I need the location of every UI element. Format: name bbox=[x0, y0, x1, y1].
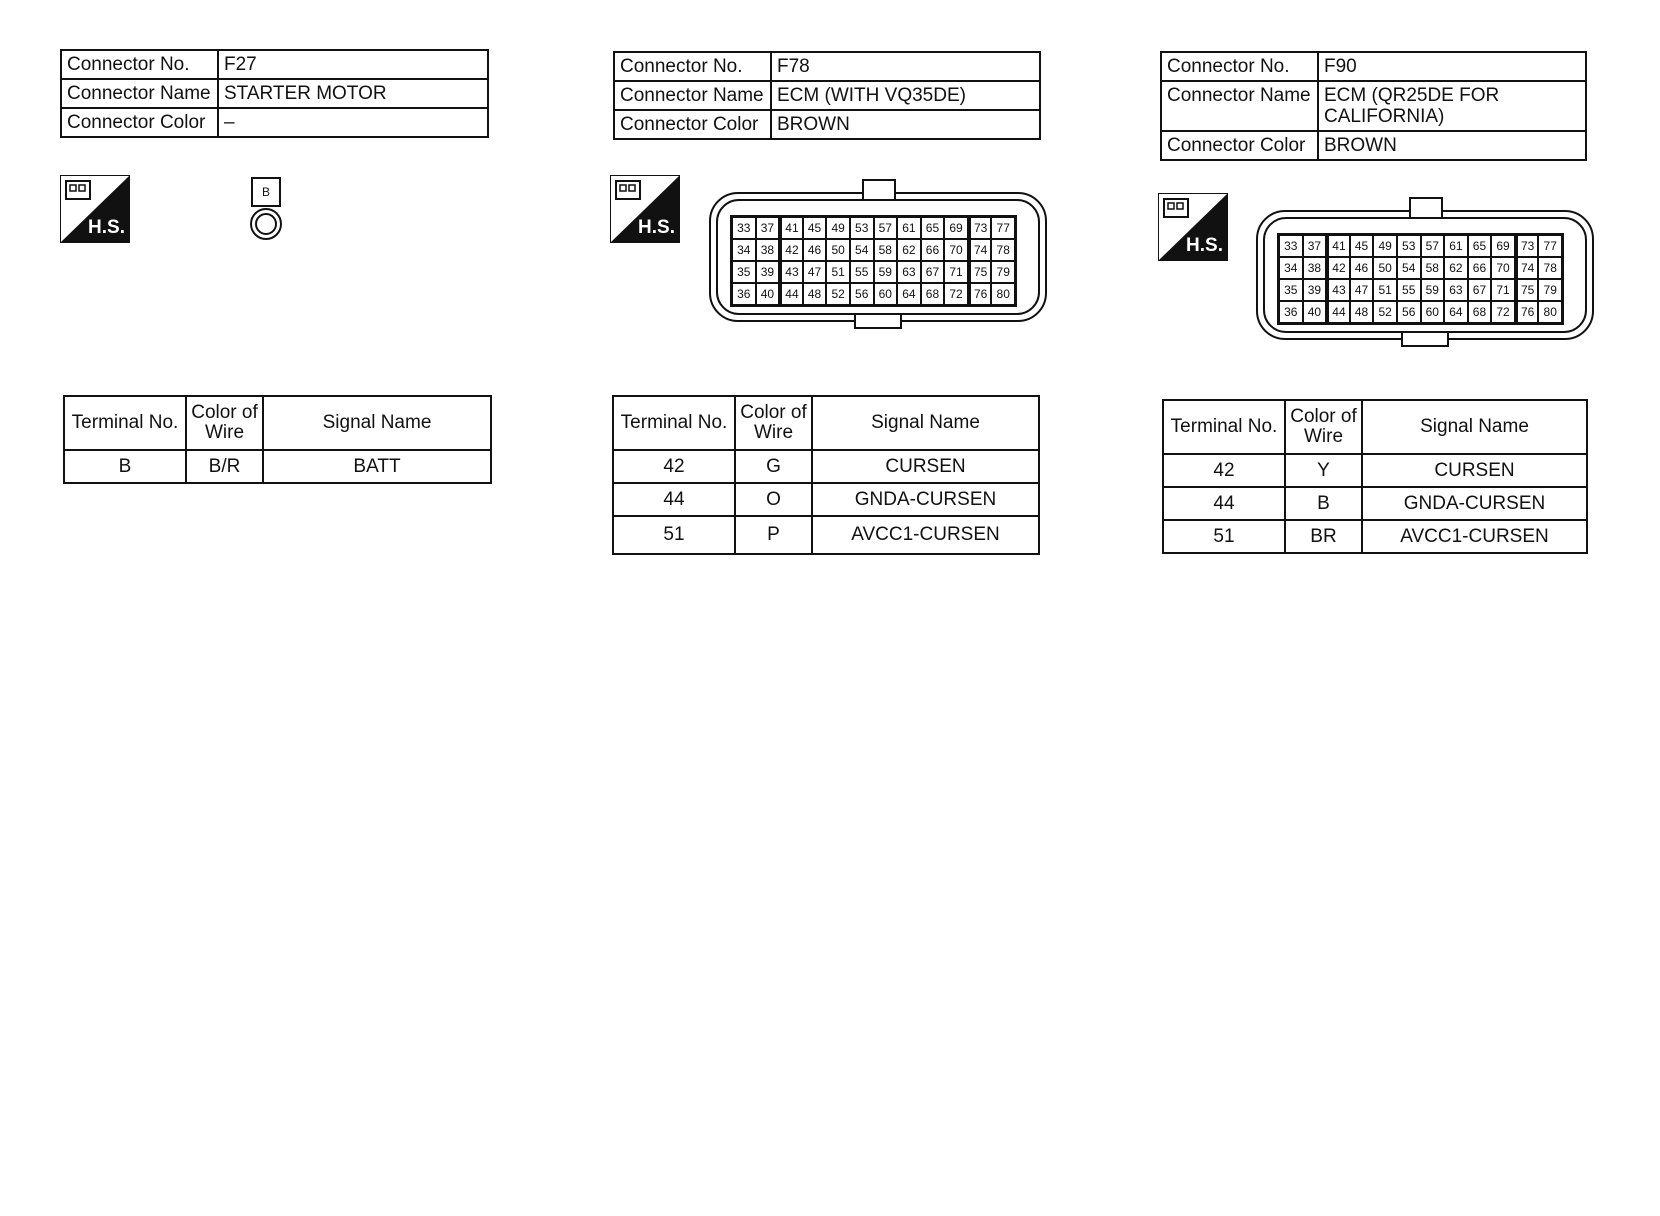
terminal-pin: 57 bbox=[874, 217, 898, 239]
terminal-pin: 61 bbox=[897, 217, 921, 239]
ecm-connector-diagram bbox=[708, 178, 1048, 335]
terminal-pin: 53 bbox=[850, 217, 874, 239]
terminal-pin: 75 bbox=[1515, 279, 1539, 301]
terminal-pin: 71 bbox=[1491, 279, 1515, 301]
terminal-pin: 80 bbox=[991, 283, 1015, 305]
terminal-cell: 42 bbox=[1163, 454, 1285, 487]
terminal-pin: 37 bbox=[756, 217, 780, 239]
hs-label: H.S. bbox=[88, 217, 125, 238]
terminal-pin: 68 bbox=[921, 283, 945, 305]
terminal-pin: 34 bbox=[732, 239, 756, 261]
terminal-pin: 44 bbox=[779, 283, 803, 305]
connector-no-value: F27 bbox=[218, 50, 488, 79]
signal-name-header: Signal Name bbox=[812, 396, 1039, 450]
terminal-pin: 50 bbox=[826, 239, 850, 261]
connector-color-value: BROWN bbox=[1318, 131, 1586, 160]
connector-no-label: Connector No. bbox=[61, 50, 218, 79]
terminal-pin: 76 bbox=[968, 283, 992, 305]
table-row bbox=[613, 483, 1039, 516]
terminal-pin: 74 bbox=[968, 239, 992, 261]
terminal-pin: 72 bbox=[944, 283, 968, 305]
connector-color-label: Connector Color bbox=[614, 110, 771, 139]
wire-color-cell: P bbox=[735, 516, 812, 554]
terminal-pin: 37 bbox=[1303, 235, 1327, 257]
terminal-pin: 67 bbox=[921, 261, 945, 283]
signal-cell: GNDA-CURSEN bbox=[1362, 487, 1587, 520]
terminal-pin: 61 bbox=[1444, 235, 1468, 257]
terminal-pin: 66 bbox=[1468, 257, 1492, 279]
harness-side-icon bbox=[610, 175, 680, 243]
terminal-pin: 42 bbox=[779, 239, 803, 261]
color-of-wire-header: Color of Wire bbox=[1285, 400, 1362, 454]
terminal-pin: 55 bbox=[1397, 279, 1421, 301]
terminal-pin: 33 bbox=[732, 217, 756, 239]
terminal-pin: 62 bbox=[897, 239, 921, 261]
terminal-pin: 55 bbox=[850, 261, 874, 283]
terminal-pin: 73 bbox=[1515, 235, 1539, 257]
connector-name-value: ECM (QR25DE FOR CALIFORNIA) bbox=[1318, 81, 1586, 131]
connector-name-value: ECM (WITH VQ35DE) bbox=[771, 81, 1040, 110]
terminal-pin: 45 bbox=[803, 217, 827, 239]
terminal-pin: 57 bbox=[1421, 235, 1445, 257]
terminal-pin: 77 bbox=[1538, 235, 1562, 257]
wire-color-cell: O bbox=[735, 483, 812, 516]
terminal-pin: 51 bbox=[826, 261, 850, 283]
terminal-pin: 63 bbox=[1444, 279, 1468, 301]
terminal-pin: 33 bbox=[1279, 235, 1303, 257]
terminal-pin: 70 bbox=[944, 239, 968, 261]
terminal-pin: 47 bbox=[803, 261, 827, 283]
terminal-pin: 56 bbox=[850, 283, 874, 305]
terminal-pin: 71 bbox=[944, 261, 968, 283]
terminal-pin: 46 bbox=[803, 239, 827, 261]
hs-label: H.S. bbox=[1186, 235, 1223, 256]
terminal-pin: 36 bbox=[732, 283, 756, 305]
terminal-pin: 76 bbox=[1515, 301, 1539, 323]
table-row bbox=[1163, 454, 1587, 487]
color-of-wire-header: Color of Wire bbox=[735, 396, 812, 450]
terminal-pin: 65 bbox=[921, 217, 945, 239]
terminal-pin: 62 bbox=[1444, 257, 1468, 279]
terminal-pin: 79 bbox=[1538, 279, 1562, 301]
signal-cell: CURSEN bbox=[812, 450, 1039, 483]
terminal-pin: 41 bbox=[779, 217, 803, 239]
terminal-no-header: Terminal No. bbox=[64, 396, 186, 450]
terminal-pin: 45 bbox=[1350, 235, 1374, 257]
color-of-wire-header: Color of Wire bbox=[186, 396, 263, 450]
terminal-pin: 59 bbox=[1421, 279, 1445, 301]
connector-name-label: Connector Name bbox=[614, 81, 771, 110]
terminal-pin-grid bbox=[730, 215, 1017, 307]
terminal-pin: 80 bbox=[1538, 301, 1562, 323]
terminal-pin: 63 bbox=[897, 261, 921, 283]
terminal-pin: 78 bbox=[991, 239, 1015, 261]
terminal-cell: 51 bbox=[1163, 520, 1285, 553]
terminal-cell: 51 bbox=[613, 516, 735, 554]
terminal-pin: 77 bbox=[991, 217, 1015, 239]
terminal-pin: 69 bbox=[1491, 235, 1515, 257]
terminal-cell: 42 bbox=[613, 450, 735, 483]
wire-color-cell: BR bbox=[1285, 520, 1362, 553]
terminal-pin: 34 bbox=[1279, 257, 1303, 279]
terminal-pin: 60 bbox=[874, 283, 898, 305]
terminal-pin: 40 bbox=[756, 283, 780, 305]
terminal-cell: 44 bbox=[1163, 487, 1285, 520]
harness-side-icon bbox=[60, 175, 130, 243]
connector-name-value: STARTER MOTOR bbox=[218, 79, 488, 108]
terminal-pin: 54 bbox=[1397, 257, 1421, 279]
wire-color-cell: B bbox=[1285, 487, 1362, 520]
terminal-pin: 49 bbox=[1373, 235, 1397, 257]
terminal-pin: 59 bbox=[874, 261, 898, 283]
table-row bbox=[613, 516, 1039, 554]
connector-color-value: – bbox=[218, 108, 488, 137]
connector-no-label: Connector No. bbox=[1161, 52, 1318, 81]
terminal-pin: 51 bbox=[1373, 279, 1397, 301]
terminal-pin: 48 bbox=[1350, 301, 1374, 323]
terminal-pin: 41 bbox=[1326, 235, 1350, 257]
terminal-pin: 47 bbox=[1350, 279, 1374, 301]
signal-cell: GNDA-CURSEN bbox=[812, 483, 1039, 516]
connector-no-value: F90 bbox=[1318, 52, 1586, 81]
terminal-pin-grid bbox=[1277, 233, 1564, 325]
wire-color-cell: B/R bbox=[186, 450, 263, 483]
terminal-pin: 68 bbox=[1468, 301, 1492, 323]
terminal-pin: 78 bbox=[1538, 257, 1562, 279]
connector-color-value: BROWN bbox=[771, 110, 1040, 139]
terminal-pin: 39 bbox=[1303, 279, 1327, 301]
connector-no-label: Connector No. bbox=[614, 52, 771, 81]
terminal-pin: 72 bbox=[1491, 301, 1515, 323]
terminal-pin: 43 bbox=[1326, 279, 1350, 301]
terminal-pin: 56 bbox=[1397, 301, 1421, 323]
terminal-no-header: Terminal No. bbox=[1163, 400, 1285, 454]
signal-cell: CURSEN bbox=[1362, 454, 1587, 487]
terminal-pin: 69 bbox=[944, 217, 968, 239]
terminal-pin: 54 bbox=[850, 239, 874, 261]
terminal-pin: 46 bbox=[1350, 257, 1374, 279]
ecm-connector-diagram bbox=[1255, 196, 1595, 353]
terminal-no-header: Terminal No. bbox=[613, 396, 735, 450]
terminal-pin: 53 bbox=[1397, 235, 1421, 257]
terminal-pin: 67 bbox=[1468, 279, 1492, 301]
signal-cell: AVCC1-CURSEN bbox=[1362, 520, 1587, 553]
connector-info-table bbox=[1160, 51, 1587, 161]
terminal-pin: 52 bbox=[1373, 301, 1397, 323]
connector-name-label: Connector Name bbox=[61, 79, 218, 108]
connector-info-table bbox=[613, 51, 1041, 140]
signal-cell: AVCC1-CURSEN bbox=[812, 516, 1039, 554]
connector-color-label: Connector Color bbox=[1161, 131, 1318, 160]
terminal-pin: 73 bbox=[968, 217, 992, 239]
terminal-table bbox=[63, 395, 492, 484]
terminal-table bbox=[612, 395, 1040, 555]
terminal-pin: 44 bbox=[1326, 301, 1350, 323]
terminal-pin: 39 bbox=[756, 261, 780, 283]
wire-color-cell: Y bbox=[1285, 454, 1362, 487]
terminal-pin: 52 bbox=[826, 283, 850, 305]
terminal-b-label-box: B bbox=[251, 177, 281, 207]
terminal-cell: B bbox=[64, 450, 186, 483]
terminal-pin: 38 bbox=[1303, 257, 1327, 279]
terminal-pin: 35 bbox=[1279, 279, 1303, 301]
terminal-pin: 40 bbox=[1303, 301, 1327, 323]
harness-side-icon bbox=[1158, 193, 1228, 261]
connector-info-table bbox=[60, 49, 489, 138]
connector-color-label: Connector Color bbox=[61, 108, 218, 137]
terminal-pin: 74 bbox=[1515, 257, 1539, 279]
table-row bbox=[64, 450, 491, 483]
terminal-pin: 43 bbox=[779, 261, 803, 283]
terminal-cell: 44 bbox=[613, 483, 735, 516]
terminal-pin: 70 bbox=[1491, 257, 1515, 279]
connector-no-value: F78 bbox=[771, 52, 1040, 81]
terminal-pin: 79 bbox=[991, 261, 1015, 283]
terminal-pin: 64 bbox=[897, 283, 921, 305]
terminal-pin: 58 bbox=[874, 239, 898, 261]
signal-name-header: Signal Name bbox=[263, 396, 491, 450]
terminal-pin: 38 bbox=[756, 239, 780, 261]
terminal-pin: 42 bbox=[1326, 257, 1350, 279]
terminal-pin: 65 bbox=[1468, 235, 1492, 257]
signal-name-header: Signal Name bbox=[1362, 400, 1587, 454]
terminal-table bbox=[1162, 399, 1588, 554]
wire-color-cell: G bbox=[735, 450, 812, 483]
terminal-pin: 64 bbox=[1444, 301, 1468, 323]
table-row bbox=[1163, 520, 1587, 553]
terminal-pin: 36 bbox=[1279, 301, 1303, 323]
terminal-pin: 35 bbox=[732, 261, 756, 283]
table-row bbox=[1163, 487, 1587, 520]
ring-terminal-icon bbox=[250, 208, 282, 240]
connector-name-label: Connector Name bbox=[1161, 81, 1318, 131]
terminal-pin: 66 bbox=[921, 239, 945, 261]
terminal-pin: 48 bbox=[803, 283, 827, 305]
terminal-pin: 75 bbox=[968, 261, 992, 283]
terminal-pin: 58 bbox=[1421, 257, 1445, 279]
table-row bbox=[613, 450, 1039, 483]
terminal-pin: 50 bbox=[1373, 257, 1397, 279]
hs-label: H.S. bbox=[638, 217, 675, 238]
signal-cell: BATT bbox=[263, 450, 491, 483]
terminal-pin: 60 bbox=[1421, 301, 1445, 323]
terminal-pin: 49 bbox=[826, 217, 850, 239]
